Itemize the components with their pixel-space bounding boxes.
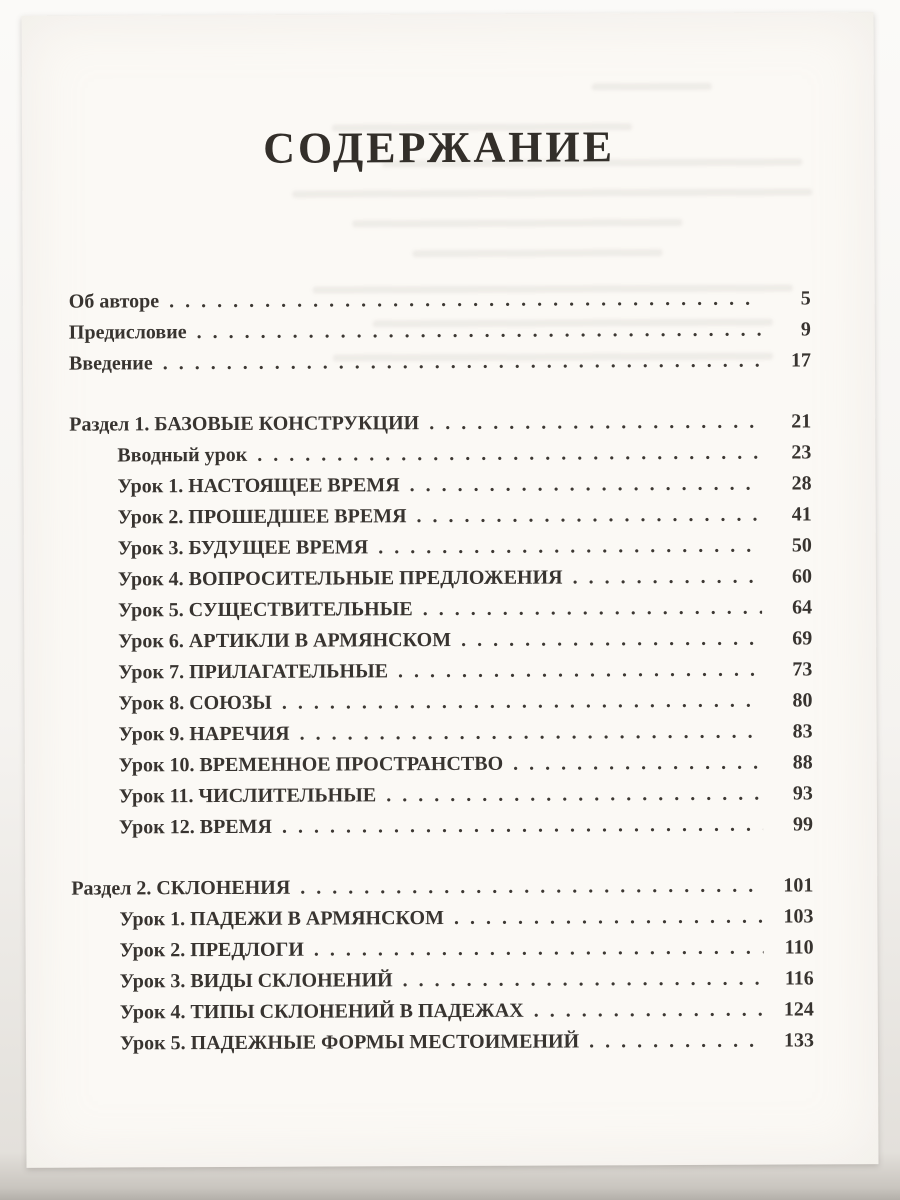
toc-entry bbox=[70, 685, 812, 719]
dot-leader bbox=[299, 717, 762, 750]
toc-entry-page: 88 bbox=[792, 751, 813, 774]
toc-entry bbox=[70, 499, 812, 533]
toc-entry-page: 28 bbox=[791, 472, 812, 495]
toc-entry bbox=[69, 468, 811, 502]
toc-entry-page: 60 bbox=[791, 565, 812, 588]
dot-leader bbox=[423, 593, 763, 625]
dot-leader bbox=[410, 469, 762, 502]
toc-section bbox=[69, 406, 813, 843]
dot-leader bbox=[314, 933, 764, 966]
toc-entry bbox=[71, 716, 813, 750]
toc-entry-label: Урок 5. ПАДЕЖНЫЕ ФОРМЫ МЕСТОИМЕНИЙ bbox=[119, 1030, 580, 1055]
toc-entry-label: Урок 6. АРТИКЛИ В АРМЯНСКОМ bbox=[118, 628, 452, 653]
page-content bbox=[21, 12, 878, 1168]
toc-entry-label: Урок 4. ТИПЫ СКЛОНЕНИЙ В ПАДЕЖАХ bbox=[119, 999, 524, 1024]
toc-entry-page: 73 bbox=[792, 658, 813, 681]
toc-entry-label: Урок 9. НАРЕЧИЯ bbox=[118, 722, 290, 746]
toc-entry-label: Урок 11. ЧИСЛИТЕЛЬНЫЕ bbox=[118, 784, 377, 808]
toc-entry bbox=[70, 530, 812, 564]
toc-entry-page: 80 bbox=[792, 689, 813, 712]
toc-entry-page: 124 bbox=[783, 998, 814, 1021]
toc-entry bbox=[69, 283, 811, 317]
toc-entry-label: Урок 5. СУЩЕСТВИТЕЛЬНЫЕ bbox=[118, 598, 413, 622]
toc-entry-page: 50 bbox=[791, 534, 812, 557]
toc-list bbox=[69, 283, 814, 1059]
toc-entry bbox=[69, 406, 811, 440]
toc-entry bbox=[71, 901, 813, 935]
toc-entry bbox=[69, 314, 811, 348]
toc-entry-page: 9 bbox=[800, 318, 811, 341]
toc-entry-page: 93 bbox=[792, 782, 813, 805]
toc-entry bbox=[71, 870, 813, 904]
toc-entry bbox=[69, 345, 811, 379]
dot-leader bbox=[282, 810, 763, 843]
dot-leader bbox=[416, 500, 761, 533]
toc-entry-page: 41 bbox=[791, 503, 812, 526]
dot-leader bbox=[378, 531, 762, 564]
toc-entry-page: 17 bbox=[790, 349, 812, 372]
toc-entry bbox=[70, 592, 812, 626]
toc-entry-label: Урок 2. ПРЕДЛОГИ bbox=[119, 938, 304, 962]
dot-leader bbox=[398, 655, 762, 688]
dot-leader bbox=[461, 624, 762, 656]
dot-leader bbox=[429, 407, 761, 439]
toc-entry bbox=[70, 623, 812, 657]
toc-entry-page: 23 bbox=[791, 441, 812, 464]
dot-leader bbox=[163, 346, 761, 380]
toc-entry-page: 69 bbox=[792, 627, 813, 650]
toc-entry-label: Раздел 1. БАЗОВЫЕ КОНСТРУКЦИИ bbox=[69, 412, 420, 436]
toc-entry-label: Урок 3. БУДУЩЕЕ ВРЕМЯ bbox=[117, 536, 369, 560]
toc-entry-page: 5 bbox=[800, 287, 811, 310]
dot-leader bbox=[403, 964, 764, 997]
toc-entry-page: 64 bbox=[792, 596, 813, 619]
toc-entry bbox=[72, 1025, 814, 1059]
dot-leader bbox=[282, 686, 763, 719]
toc-entry-label: Урок 12. ВРЕМЯ bbox=[118, 815, 272, 839]
toc-entry-label: Раздел 2. СКЛОНЕНИЯ bbox=[71, 876, 291, 900]
toc-entry-label: Урок 3. ВИДЫ СКЛОНЕНИЙ bbox=[119, 969, 393, 993]
toc-entry-page: 21 bbox=[791, 410, 812, 433]
toc-entry-label: Об авторе bbox=[68, 290, 160, 313]
toc-entry-label: Урок 7. ПРИЛАГАТЕЛЬНЫЕ bbox=[118, 660, 389, 684]
toc-entry-page: 103 bbox=[783, 905, 814, 928]
dot-leader bbox=[386, 779, 763, 812]
dot-leader bbox=[589, 1026, 764, 1058]
toc-entry-page: 83 bbox=[792, 720, 813, 743]
toc-entry bbox=[71, 778, 813, 812]
toc-entry bbox=[70, 561, 812, 595]
dot-leader bbox=[454, 902, 764, 934]
toc-entry-label: Урок 1. НАСТОЯЩЕЕ ВРЕМЯ bbox=[117, 474, 400, 498]
toc-entry-page: 101 bbox=[783, 874, 814, 897]
toc-entry-page: 110 bbox=[784, 936, 814, 959]
dot-leader bbox=[169, 284, 761, 318]
toc-entry bbox=[70, 654, 812, 688]
dot-leader bbox=[534, 995, 764, 1027]
toc-entry-label: Урок 2. ПРОШЕДШЕЕ ВРЕМЯ bbox=[117, 505, 407, 529]
toc-entry-page: 116 bbox=[784, 967, 814, 990]
dot-leader bbox=[573, 562, 763, 594]
toc-entry-page: 99 bbox=[792, 813, 814, 836]
toc-entry-label: Предисловие bbox=[68, 321, 187, 344]
dot-leader bbox=[513, 748, 763, 780]
toc-entry-label: Урок 1. ПАДЕЖИ В АРМЯНСКОМ bbox=[119, 907, 444, 931]
toc-entry bbox=[71, 747, 813, 781]
dot-leader bbox=[300, 871, 763, 904]
toc-entry bbox=[71, 809, 813, 843]
toc-entry-label: Урок 10. ВРЕМЕННОЕ ПРОСТРАНСТВО bbox=[118, 752, 504, 777]
toc-entry bbox=[72, 963, 814, 997]
toc-entry bbox=[72, 932, 814, 966]
toc-entry-label: Вводный урок bbox=[117, 443, 248, 467]
toc-entry-label: Урок 4. ВОПРОСИТЕЛЬНЫЕ ПРЕДЛОЖЕНИЯ bbox=[117, 566, 563, 591]
toc-entry bbox=[72, 994, 814, 1028]
dot-leader bbox=[257, 438, 761, 471]
toc-entry-label: Введение bbox=[68, 352, 153, 375]
toc-entry-page: 133 bbox=[783, 1029, 815, 1052]
dot-leader bbox=[197, 315, 761, 348]
page-title: СОДЕРЖАНИЕ bbox=[263, 122, 616, 173]
book-page bbox=[21, 12, 878, 1168]
toc-entry-label: Урок 8. СОЮЗЫ bbox=[118, 691, 272, 715]
toc-section bbox=[71, 870, 814, 1059]
toc-entry bbox=[69, 437, 811, 471]
